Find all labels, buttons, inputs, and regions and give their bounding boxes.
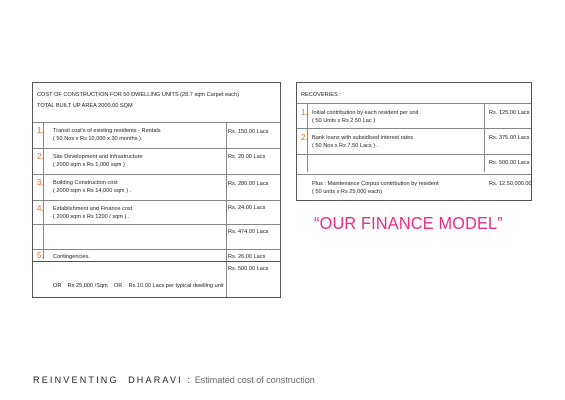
item-number: 1. [301,108,308,117]
table-row [33,122,280,148]
contingencies-row [33,249,280,261]
recoveries-table [296,82,532,201]
item-amount: Rs. 150.00 Lacs [228,129,269,135]
item-number: 2. [301,133,308,142]
item-number: 2. [37,152,44,161]
item-description: Site Development and Infrastructure [53,154,143,160]
finance-model-headline: “OUR FINANCE MODEL” [314,213,503,233]
construction-title-line2: TOTAL BUILT UP AREA 2000.00 SQM [37,103,133,109]
maintenance-corpus-calculation: ( 50 units x Rs 25,000 each) [312,189,382,195]
per-unit-footnote: OR Rs 25,000 /Sqm OR Rs 10.00 Lacs per typical dwelling unit [53,283,224,289]
item-description: Transit cost's of existing residents - Rentals [53,128,161,134]
footer-subtitle: Estimated cost of construction [192,375,315,385]
item-amount: Rs. 26.00 Lacs [228,254,266,260]
maintenance-corpus-amount: Rs. 12,50,000.00 [489,181,532,187]
item-number: 3. [37,178,44,187]
footer-brand: REINVENTING DHARAVI : [33,375,193,385]
item-amount: Rs. 280.00 Lacs [228,181,269,187]
item-amount: Rs. 24.00 Lacs [228,205,266,211]
maintenance-corpus-label: Plus : Maintenance Corpus contribution by resident [312,181,439,187]
item-calculation: ( 2000 sqm x Rs 1,000 sqm ) . [53,162,128,168]
item-description: Building Construction cost [53,180,118,186]
item-calculation: ( 50 Nos x Rs 10,000 x 30 months ). [53,136,143,142]
item-amount: Rs. 125.00 Lacs [489,110,530,116]
maintenance-corpus-row [297,174,531,200]
recoveries-title: RECOVERIES : [301,92,341,98]
item-calculation: ( 2000 sqm x Rs 1200 / sqm ) . [53,214,130,220]
table-row [297,128,531,154]
subtotal-row [33,224,280,249]
total-row [33,261,280,275]
total-row [297,154,531,174]
item-calculation: ( 50 Nos x Rs 7.50 Lacs ) . [312,143,379,149]
table-row [297,103,531,128]
item-number: 4. [37,204,44,213]
table-row [33,200,280,224]
item-description: Contingencies. [53,254,91,260]
construction-cost-table [32,82,281,298]
subtotal-amount: Rs. 474.00 Lacs [228,229,269,235]
page-footer [33,375,315,385]
item-description: Initial contribution by each resident per unit [312,110,419,116]
item-amount: Rs. 375.00 Lacs [489,135,530,141]
item-description: Establishment and Finance cost [53,206,133,212]
construction-title-line1: COST OF CONSTRUCTION FOR 50 DWELLING UNITS (28.7 sqm Carpet each) [37,92,239,98]
item-number: 5. [37,251,44,260]
item-calculation: ( 50 Units x Rs 2.50 Lac ) [312,118,376,124]
item-calculation: ( 2000 sqm x Rs 14,000 sqm ) . [53,188,132,194]
item-number: 1. [37,126,44,135]
item-amount: Rs. 20.00 Lacs [228,154,266,160]
total-amount: Rs. 500.00 Lacs [489,160,530,166]
total-amount: Rs. 500.00 Lacs [228,266,269,272]
item-description: Bank loans with subsidised interest rates [312,135,414,141]
table-row [33,174,280,200]
table-row [33,148,280,174]
